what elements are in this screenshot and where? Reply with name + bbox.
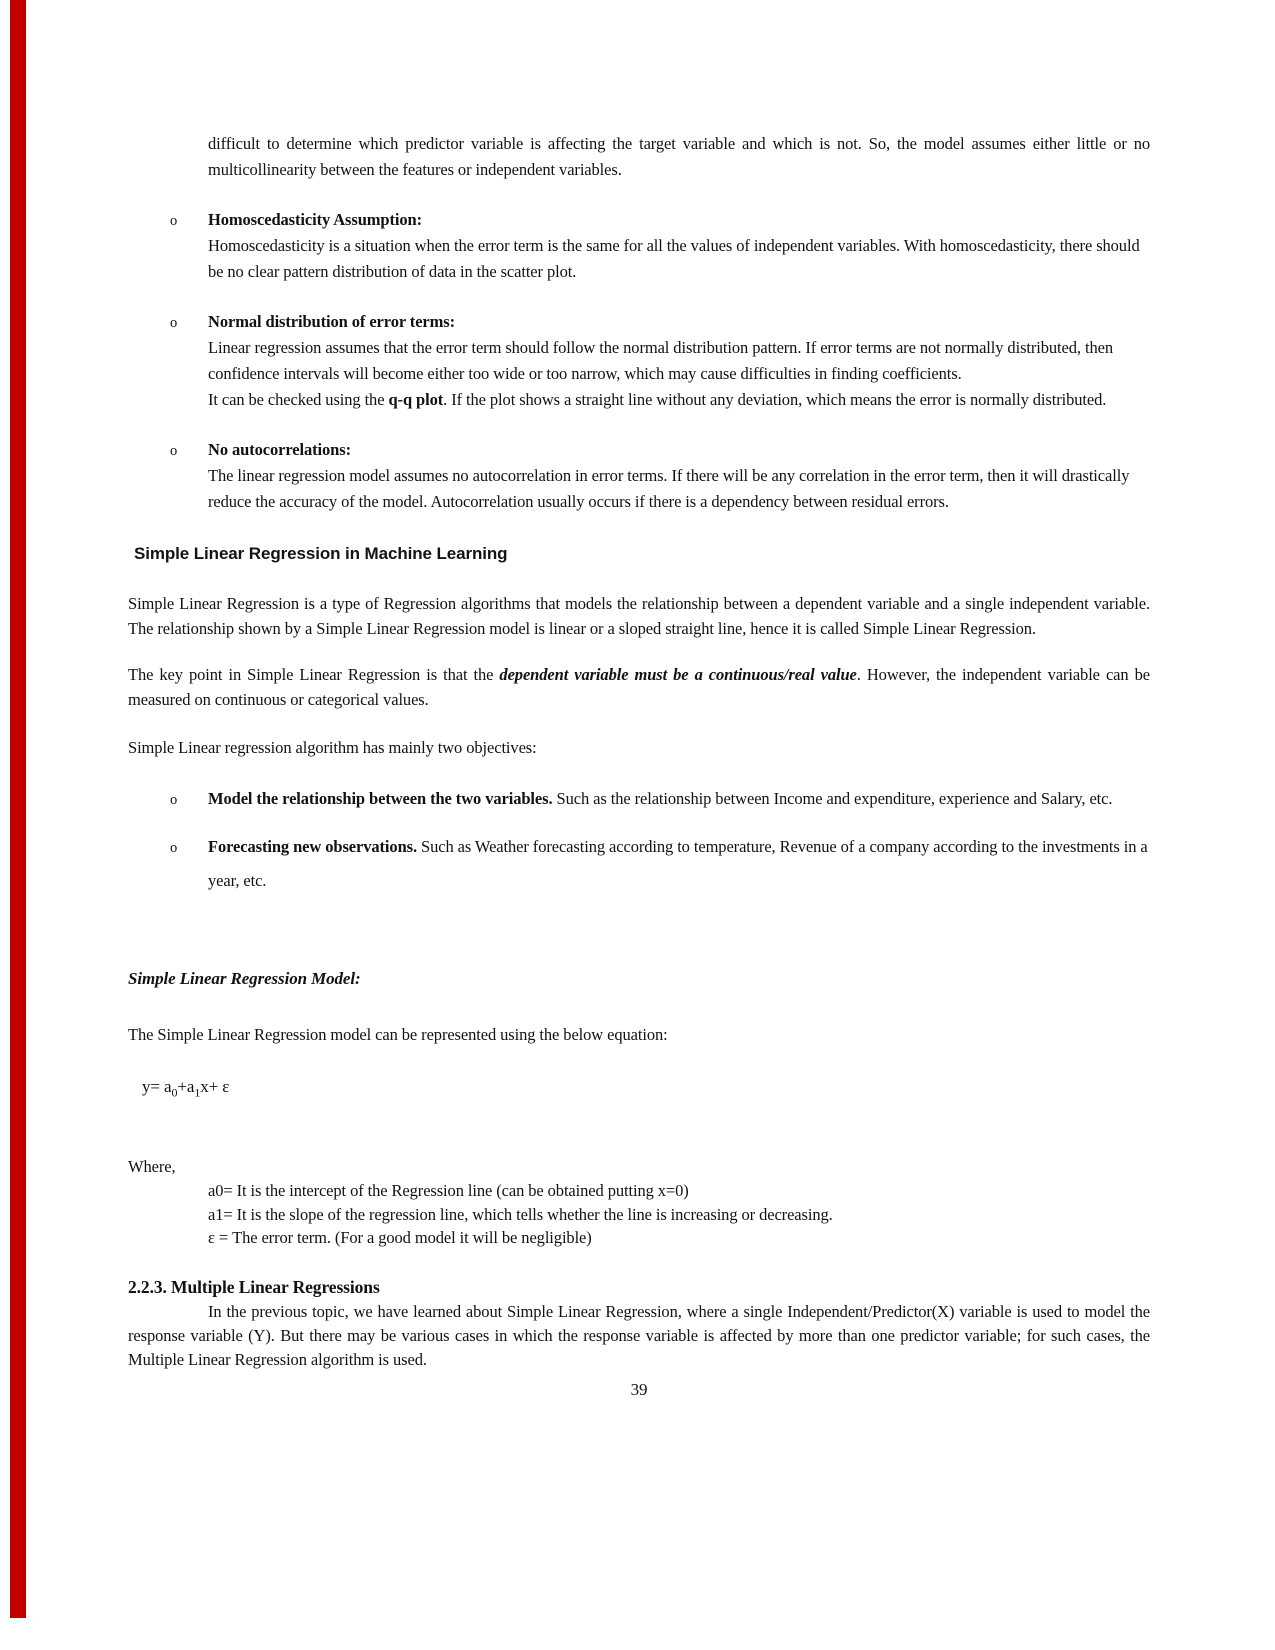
qq-plot-post-text: . If the plot shows a straight line without any deviation, which means the error is normally distributed.	[443, 390, 1107, 409]
bullet-marker: o	[170, 213, 178, 229]
model-equation-intro: The Simple Linear Regression model can be represented using the below equation:	[128, 1025, 668, 1044]
equation-part: x+ ε	[200, 1077, 230, 1096]
page-number: 39	[630, 1379, 648, 1399]
qq-plot-bold-text: q-q plot	[388, 390, 444, 409]
equation-part: y= a	[142, 1077, 172, 1096]
definition-a1: a1= It is the slope of the regression line, which tells whether the line is increasing or decreasing.	[208, 1204, 833, 1224]
page-content	[128, 0, 1150, 1402]
equation-subscript-1: 1	[194, 1085, 201, 1100]
section-heading-simple-linear-regression: Simple Linear Regression in Machine Learning	[134, 544, 508, 563]
bullet-title: Normal distribution of error terms:	[208, 312, 456, 331]
bullet-title: No autocorrelations:	[208, 440, 351, 459]
section-heading-multiple-linear-regressions: 2.2.3. Multiple Linear Regressions	[128, 1276, 380, 1297]
objective-bold-text: Model the relationship between the two variables.	[208, 789, 553, 808]
bullet-body	[208, 335, 1150, 387]
bullet-forecasting	[128, 830, 1150, 898]
slr-objectives-intro: Simple Linear regression algorithm has mainly two objectives:	[128, 738, 537, 757]
left-edge-red-bar	[10, 0, 26, 1618]
where-label: Where,	[128, 1157, 176, 1177]
definition-a0: a0= It is the intercept of the Regression line (can be obtained putting x=0)	[208, 1181, 689, 1201]
mlr-paragraph: In the previous topic, we have learned about Simple Linear Regression, where a single Independent/Predictor(X) variable is used to model the response variable (Y). But there may be various cases in which the response variable is affected by more than one predictor variable; for such cases, the Multiple Linear Regression algorithm is used.	[128, 1301, 1150, 1369]
model-heading: Simple Linear Regression Model:	[128, 969, 361, 988]
equation-terms-definitions	[128, 1154, 1150, 1250]
bullet-model-relationship	[128, 782, 1150, 816]
key-point-emphasis-text: dependent variable must be a continuous/real value	[499, 665, 857, 684]
bullet-marker: o	[170, 443, 178, 459]
key-point-post-text: . However, the independent variable can be measured on continuous or categorical values.	[128, 665, 1150, 709]
bullet-no-autocorrelations	[128, 437, 1150, 515]
bullet-homoscedasticity	[128, 207, 1150, 285]
bullet-body: The linear regression model assumes no autocorrelation in error terms. If there will be any correlation in the error term, then it will drastically reduce the accuracy of the model. Autocorrelation usually occurs if there is a dependency between residual errors.	[208, 466, 1130, 511]
objective-rest-text: Such as the relationship between Income and expenditure, experience and Salary, etc.	[552, 789, 1113, 808]
definition-epsilon: ε = The error term. (For a good model it will be negligible)	[208, 1228, 592, 1248]
slr-definition-paragraph: Simple Linear Regression is a type of Regression algorithms that models the relationship between a dependent variable and a single independent variable. The relationship shown by a Simple Linear Regression model is linear or a sloped straight line, hence it is called Simple Linear Regression.	[128, 594, 1150, 638]
bullet-title: Homoscedasticity Assumption:	[208, 210, 422, 229]
bullet-marker: o	[170, 315, 178, 331]
bullet-marker: o	[170, 792, 178, 808]
bullet-body: Homoscedasticity is a situation when the error term is the same for all the values of independent variables. With homoscedasticity, there should be no clear pattern distribution of data in the scatter plot.	[208, 236, 1140, 281]
bullet-body-text: Linear regression assumes that the error term should follow the normal distribution pattern. If error terms are not normally distributed, then confidence intervals will become either too wide or too narrow, which may cause difficulties in finding coefficients.	[208, 338, 1113, 383]
equation-part: +a	[177, 1077, 195, 1096]
qq-plot-pre-text: It can be checked using the	[208, 390, 389, 409]
bullet-normal-distribution	[128, 309, 1150, 413]
bullet-body-2	[208, 387, 1150, 413]
objective-bold-text: Forecasting new observations.	[208, 837, 417, 856]
bullet-marker: o	[170, 840, 178, 856]
regression-equation	[142, 1073, 1150, 1106]
objective-rest-text: Such as Weather forecasting according to temperature, Revenue of a company according to the investments in a year, etc.	[208, 837, 1148, 890]
slr-key-point-paragraph	[128, 662, 1150, 712]
equation-subscript-0: 0	[171, 1085, 178, 1100]
multicollinearity-continuation-paragraph: difficult to determine which predictor variable is affecting the target variable and which is not. So, the model assumes either little or no multicollinearity between the features or independent variables.	[208, 134, 1150, 179]
key-point-pre-text: The key point in Simple Linear Regression is that the	[128, 665, 500, 684]
